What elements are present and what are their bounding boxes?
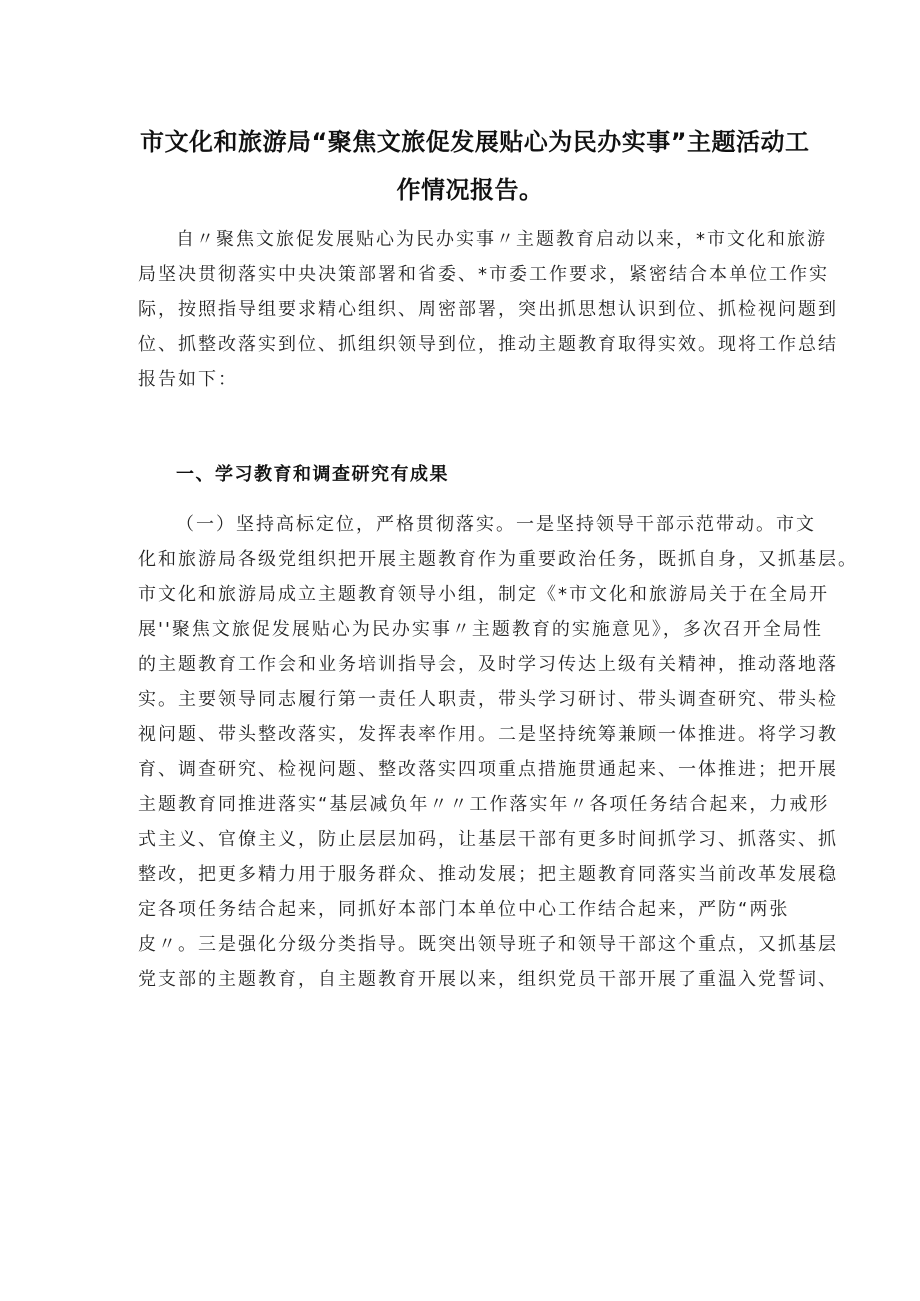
paragraph-line: 际，按照指导组要求精心组织、周密部署，突出抓思想认识到位、抓检视问题到: [138, 299, 838, 320]
paragraph-line: 局坚决贯彻落实中央决策部署和省委、*市委工作要求，紧密结合本单位工作实: [138, 264, 829, 285]
document-title-line-2: 作情况报告。: [396, 176, 544, 204]
section-paragraph: [138, 507, 858, 997]
paragraph-line: 展''聚焦文旅促发展贴心为民办实事〃主题教育的实施意见》，多次召开全局性: [138, 619, 823, 640]
paragraph-line: 位、抓整改落实到位、抓组织领导到位，推动主题教育取得实效。现将工作总结: [138, 334, 838, 355]
paragraph-line: 党支部的主题教育，自主题教育开展以来，组织党员干部开展了重温入党誓词、: [138, 969, 838, 990]
paragraph-line: 视问题、带头整改落实，发挥表率作用。二是坚持统筹兼顾一体推进。将学习教: [138, 724, 838, 745]
paragraph-line: 市文化和旅游局成立主题教育领导小组，制定《*市文化和旅游局关于在全局开: [138, 584, 829, 605]
paragraph-line: 定各项任务结合起来，同抓好本部门本单位中心工作结合起来，严防“两张: [138, 899, 790, 920]
section-heading: 一、学习教育和调查研究有成果: [176, 464, 449, 485]
paragraph-line: 育、调查研究、检视问题、整改落实四项重点措施贯通起来、一体推进；把开展: [138, 759, 838, 780]
paragraph-line: 整改，把更多精力用于服务群众、推动发展；把主题教育同落实当前改革发展稳: [138, 864, 838, 885]
intro-paragraph: [138, 222, 838, 397]
paragraph-line: 自〃聚焦文旅促发展贴心为民办实事〃主题教育启动以来，*市文化和旅游: [176, 229, 827, 250]
paragraph-line: （一）坚持高标定位，严格贯彻落实。一是坚持领导干部示范带动。市文: [176, 514, 816, 535]
document-title-line-1: 市文化和旅游局“聚焦文旅促发展贴心为民办实事”主题活动工: [140, 128, 810, 156]
paragraph-line: 的主题教育工作会和业务培训指导会，及时学习传达上级有关精神，推动落地落: [138, 654, 838, 675]
paragraph-line: 主题教育同推进落实“基层减负年〃〃工作落实年〃各项任务结合起来，力戒形: [138, 794, 830, 815]
paragraph-line: 实。主要领导同志履行第一责任人职责，带头学习研讨、带头调查研究、带头检: [138, 689, 838, 710]
paragraph-line: 报告如下：: [138, 369, 238, 390]
paragraph-line: 式主义、官僚主义，防止层层加码，让基层干部有更多时间抓学习、抓落实、抓: [138, 829, 838, 850]
paragraph-line: 皮〃。三是强化分级分类指导。既突出领导班子和领导干部这个重点，又抓基层: [138, 934, 838, 955]
paragraph-line: 化和旅游局各级党组织把开展主题教育作为重要政治任务，既抓自身，又抓基层。: [138, 549, 858, 570]
